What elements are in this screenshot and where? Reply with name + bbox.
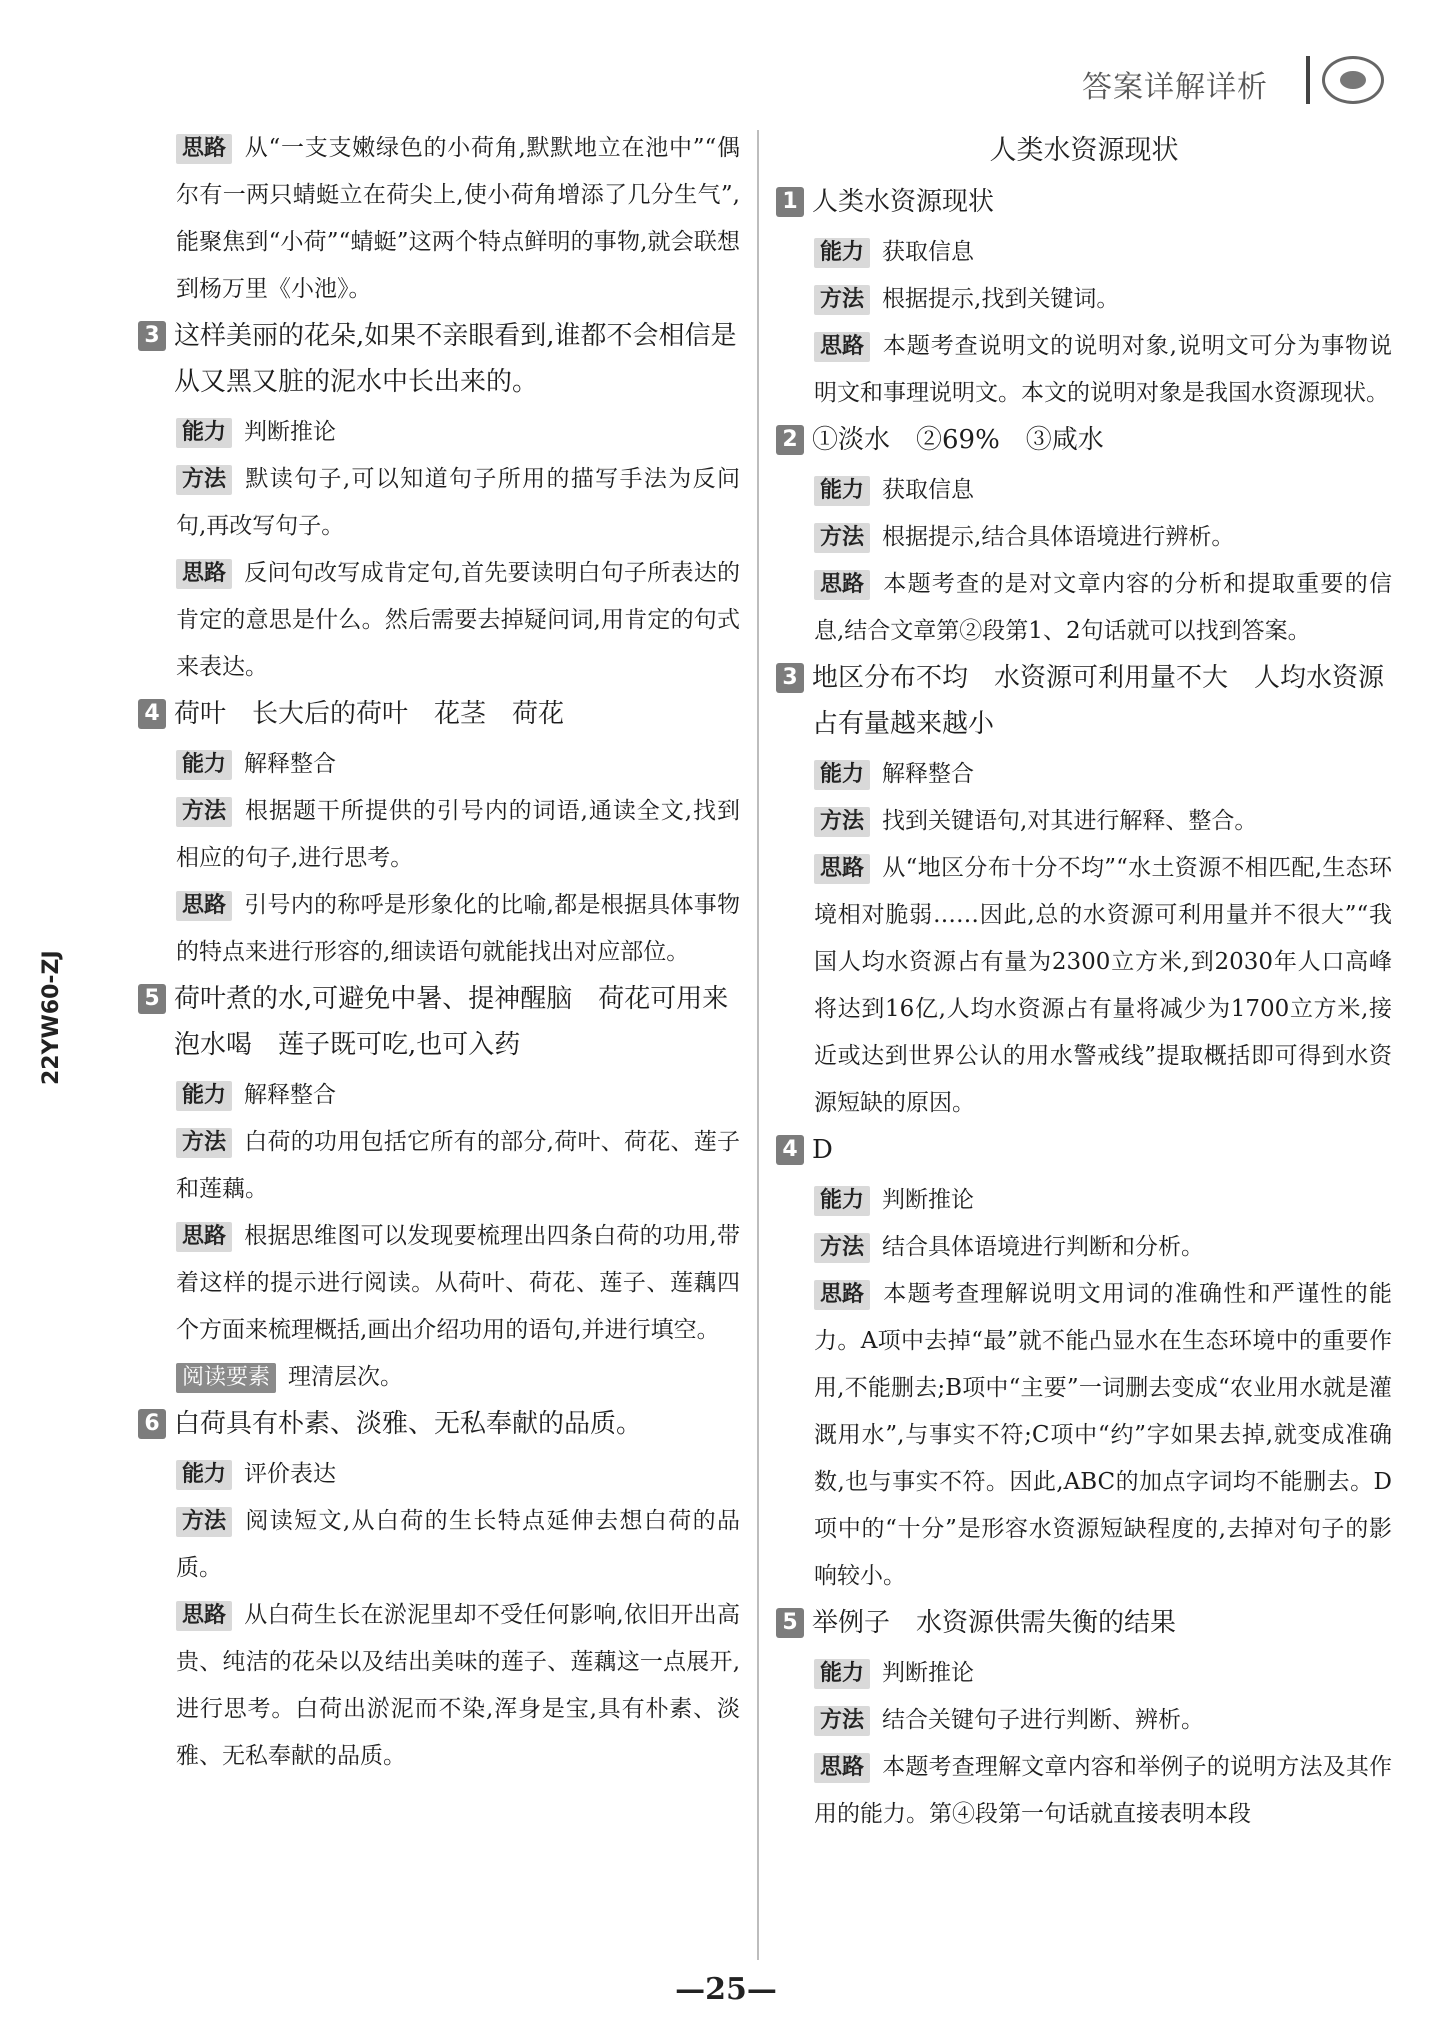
ability-label: 能力 <box>176 418 232 448</box>
side-code: 22YW60-ZJ <box>39 950 64 1085</box>
method-text: 阅读短文,从白荷的生长特点延伸去想白荷的品质。 <box>176 1508 740 1581</box>
idea-text: 本题考查说明文的说明对象,说明文可分为事物说明文和事理说明文。本文的说明对象是我国水资源现状。 <box>814 333 1392 406</box>
method-text: 结合关键句子进行判断、辨析。 <box>882 1707 1205 1733</box>
method-label: 方法 <box>814 807 870 837</box>
left-q3-answer <box>138 313 740 405</box>
method-label: 方法 <box>176 465 232 495</box>
idea-label: 思路 <box>176 891 232 921</box>
publisher-logo-icon <box>1322 56 1384 104</box>
method-label: 方法 <box>176 797 232 827</box>
idea-text: 从白荷生长在淤泥里却不受任何影响,依旧开出高贵、纯洁的花朵以及结出美味的莲子、莲藕这一点展开,进行思考。白荷出淤泥而不染,浑身是宝,具有朴素、淡雅、无私奉献的品质。 <box>176 1602 740 1769</box>
right-q3-answer <box>776 655 1392 747</box>
right-q2-answer <box>776 417 1392 463</box>
header-title: 答案详解详析 <box>1082 70 1268 105</box>
ability-label: 能力 <box>814 238 870 268</box>
right-q2-method <box>776 514 1392 561</box>
intro-idea <box>138 125 740 313</box>
question-number: 1 <box>776 187 804 217</box>
right-q3-ability <box>776 751 1392 798</box>
answer-text: ①淡水 ②69% ③咸水 <box>812 425 1104 455</box>
right-q1-answer <box>776 179 1392 225</box>
method-label: 方法 <box>176 1507 232 1537</box>
idea-text: 根据思维图可以发现要梳理出四条白荷的功用,带着这样的提示进行阅读。从荷叶、荷花、莲子、莲藕四个方面来梳理概括,画出介绍功用的语句,并进行填空。 <box>176 1223 740 1343</box>
right-q1-method <box>776 276 1392 323</box>
ability-text: 解释整合 <box>244 751 337 777</box>
reading-element-text: 理清层次。 <box>288 1364 404 1390</box>
idea-label: 思路 <box>176 1601 232 1631</box>
right-q5-method <box>776 1697 1392 1744</box>
idea-label: 思路 <box>814 1753 870 1783</box>
left-q6-answer <box>138 1401 740 1447</box>
ability-label: 能力 <box>814 760 870 790</box>
left-q4-answer <box>138 691 740 737</box>
ability-label: 能力 <box>176 750 232 780</box>
idea-label: 思路 <box>176 1222 232 1252</box>
method-label: 方法 <box>176 1128 232 1158</box>
answer-text: 荷叶煮的水,可避免中暑、提神醒脑 荷花可用来泡水喝 莲子既可吃,也可入药 <box>174 984 729 1060</box>
method-label: 方法 <box>814 285 870 315</box>
idea-label: 思路 <box>176 559 232 589</box>
right-q3-idea <box>776 845 1392 1127</box>
idea-text: 本题考查理解文章内容和举例子的说明方法及其作用的能力。第④段第一句话就直接表明本段 <box>814 1754 1392 1827</box>
logo-eye-shape <box>1340 71 1366 89</box>
question-number: 3 <box>776 663 804 693</box>
ability-text: 解释整合 <box>882 761 975 787</box>
answer-text: 这样美丽的花朵,如果不亲眼看到,谁都不会相信是从又黑又脏的泥水中长出来的。 <box>174 321 737 397</box>
right-column <box>776 125 1392 1838</box>
intro-idea-text: 从“一支支嫩绿色的小荷角,默默地立在池中”“偶尔有一两只蜻蜓立在荷尖上,使小荷角增添了几分生气”,能聚焦到“小荷”“蜻蜓”这两个特点鲜明的事物,就会联想到杨万里《小池》。 <box>176 135 740 302</box>
left-q4-method <box>138 788 740 882</box>
method-label: 方法 <box>814 523 870 553</box>
idea-text: 从“地区分布十分不均”“水土资源不相匹配,生态环境相对脆弱……因此,总的水资源可利用量并不很大”“我国人均水资源占有量为2300立方米,到2030年人口高峰将达到16亿,人均水资源占有量将减少为1700立方米,接近或达到世界公认的用水警戒线”提取概括即可得到水资源短缺的原因。 <box>814 855 1392 1116</box>
right-q5-answer <box>776 1600 1392 1646</box>
ability-label: 能力 <box>176 1460 232 1490</box>
idea-label: 思路 <box>814 332 870 362</box>
ability-text: 获取信息 <box>882 477 975 503</box>
right-q1-ability <box>776 229 1392 276</box>
method-text: 结合具体语境进行判断和分析。 <box>882 1234 1205 1260</box>
reading-element-label: 阅读要素 <box>176 1363 276 1393</box>
right-q4-ability <box>776 1177 1392 1224</box>
left-q5-ability <box>138 1072 740 1119</box>
answer-text: 地区分布不均 水资源可利用量不大 人均水资源占有量越来越小 <box>812 663 1385 739</box>
left-q6-method <box>138 1498 740 1592</box>
left-q5-reading-element <box>138 1354 740 1401</box>
question-number: 5 <box>776 1608 804 1638</box>
right-q4-method <box>776 1224 1392 1271</box>
method-text: 根据提示,结合具体语境进行辨析。 <box>882 524 1235 550</box>
header-divider <box>1306 56 1310 104</box>
right-q2-ability <box>776 467 1392 514</box>
question-number: 2 <box>776 425 804 455</box>
answer-text: 人类水资源现状 <box>812 187 995 217</box>
ability-label: 能力 <box>814 476 870 506</box>
ability-text: 解释整合 <box>244 1082 337 1108</box>
method-label: 方法 <box>814 1706 870 1736</box>
method-text: 白荷的功用包括它所有的部分,荷叶、荷花、莲子和莲藕。 <box>176 1129 740 1202</box>
method-text: 默读句子,可以知道句子所用的描写手法为反问句,再改写句子。 <box>176 466 740 539</box>
ability-text: 评价表达 <box>244 1461 337 1487</box>
right-q1-idea <box>776 323 1392 417</box>
idea-text: 反问句改写成肯定句,首先要读明白句子所表达的肯定的意思是什么。然后需要去掉疑问词,用肯定的句式来表达。 <box>176 560 740 680</box>
left-q6-idea <box>138 1592 740 1780</box>
question-number: 3 <box>138 321 166 351</box>
page-number: —25— <box>675 1972 777 2007</box>
idea-text: 本题考查理解说明文用词的准确性和严谨性的能力。A项中去掉“最”就不能凸显水在生态环境中的重要作用,不能删去;B项中“主要”一词删去变成“农业用水就是灌溉用水”,与事实不符;C项中“约”字如果去掉,就变成准确数,也与事实不符。因此,ABC的加点字词均不能删去。D项中的“十分”是形容水资源短缺程度的,去掉对句子的影响较小。 <box>814 1281 1392 1589</box>
ability-text: 获取信息 <box>882 239 975 265</box>
left-q4-ability <box>138 741 740 788</box>
question-number: 4 <box>776 1135 804 1165</box>
ability-label: 能力 <box>176 1081 232 1111</box>
ability-label: 能力 <box>814 1659 870 1689</box>
right-q3-method <box>776 798 1392 845</box>
idea-text: 引号内的称呼是形象化的比喻,都是根据具体事物的特点来进行形容的,细读语句就能找出对应部位。 <box>176 892 740 965</box>
left-q5-idea <box>138 1213 740 1354</box>
idea-label: 思路 <box>814 1280 870 1310</box>
ability-text: 判断推论 <box>244 419 337 445</box>
question-number: 4 <box>138 699 166 729</box>
answer-text: 荷叶 长大后的荷叶 花茎 荷花 <box>174 699 565 729</box>
column-divider <box>757 130 759 1960</box>
method-label: 方法 <box>814 1233 870 1263</box>
right-q2-idea <box>776 561 1392 655</box>
ability-label: 能力 <box>814 1186 870 1216</box>
section-title: 人类水资源现状 <box>989 135 1179 166</box>
question-number: 5 <box>138 984 166 1014</box>
idea-label: 思路 <box>176 134 232 164</box>
method-text: 找到关键语句,对其进行解释、整合。 <box>882 808 1258 834</box>
method-text: 根据题干所提供的引号内的词语,通读全文,找到相应的句子,进行思考。 <box>176 798 740 871</box>
right-q4-answer <box>776 1127 1392 1173</box>
left-q6-ability <box>138 1451 740 1498</box>
method-text: 根据提示,找到关键词。 <box>882 286 1120 312</box>
left-q3-ability <box>138 409 740 456</box>
idea-label: 思路 <box>814 570 870 600</box>
left-q5-answer <box>138 976 740 1068</box>
idea-label: 思路 <box>814 854 870 884</box>
left-q3-idea <box>138 550 740 691</box>
ability-text: 判断推论 <box>882 1660 975 1686</box>
ability-text: 判断推论 <box>882 1187 975 1213</box>
answer-text: D <box>812 1135 833 1165</box>
left-column <box>138 125 740 1780</box>
answer-text: 举例子 水资源供需失衡的结果 <box>812 1608 1177 1638</box>
left-q5-method <box>138 1119 740 1213</box>
question-number: 6 <box>138 1409 166 1439</box>
left-q3-method <box>138 456 740 550</box>
left-q4-idea <box>138 882 740 976</box>
right-q5-ability <box>776 1650 1392 1697</box>
right-q4-idea <box>776 1271 1392 1600</box>
answer-text: 白荷具有朴素、淡雅、无私奉献的品质。 <box>174 1409 643 1439</box>
right-q5-idea <box>776 1744 1392 1838</box>
idea-text: 本题考查的是对文章内容的分析和提取重要的信息,结合文章第②段第1、2句话就可以找到答案。 <box>814 571 1392 644</box>
